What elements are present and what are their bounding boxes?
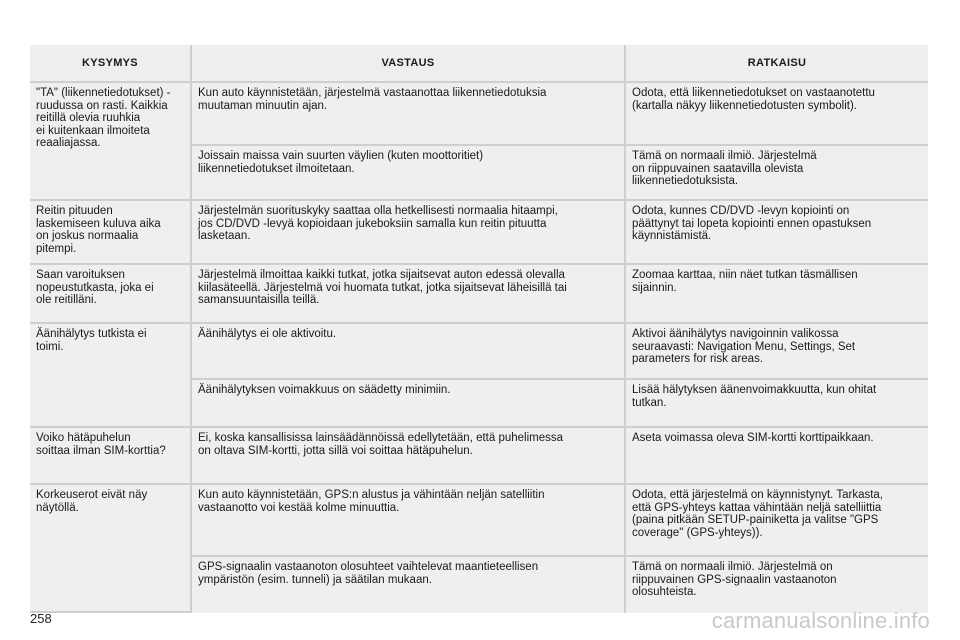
solution-cell: [626, 485, 928, 557]
header-solution: RATKAISU: [626, 45, 928, 83]
table-row: [30, 265, 928, 324]
page-number: 258: [30, 611, 52, 626]
answer-cell: [192, 83, 626, 146]
answer-cell: [192, 324, 626, 380]
question-cell: [30, 83, 192, 201]
answer-text: Joissain maissa vain suurten väylien (kuten moottoritiet) liikennetiedotukset ilmoitetaan.: [198, 150, 484, 175]
answer-text: Järjestelmä ilmoittaa kaikki tutkat, jotka sijaitsevat auton edessä olevalla kiilasäteellä. Järjestelmä voi huomata tutkat, jotka sijaitsevat läheisillä tai samansuuntaisilla teillä.: [198, 269, 567, 306]
header-question: KYSYMYS: [30, 45, 192, 83]
table-row: [30, 485, 928, 557]
faq-table: [30, 45, 928, 613]
answer-cell: [192, 201, 626, 265]
question-cell: [30, 265, 192, 324]
table-row: [30, 324, 928, 380]
answer-text: Äänihälytys ei ole aktivoitu.: [198, 328, 337, 340]
header-answer: VASTAUS: [192, 45, 626, 83]
solution-text: Tämä on normaali ilmiö. Järjestelmä on riippuvainen saatavilla olevista liikennetiedotuksista.: [632, 150, 817, 187]
question-text: Korkeuserot eivät näy näytöllä.: [36, 489, 148, 514]
solution-cell: [626, 428, 928, 485]
question-text: Voiko hätäpuhelun soittaa ilman SIM-korttia?: [36, 432, 166, 457]
answer-cell: [192, 485, 626, 557]
solution-cell: [626, 324, 928, 380]
solution-text: Aktivoi äänihälytys navigoinnin valikossa seuraavasti: Navigation Menu, Settings, Set parameters for risk areas.: [632, 328, 856, 365]
question-text: Reitin pituuden laskemiseen kuluva aika on joskus normaalia pitempi.: [36, 205, 161, 255]
question-cell: [30, 428, 192, 485]
answer-cell: [192, 265, 626, 324]
answer-text: Ei, koska kansallisissa lainsäädännöissä edellytetään, että puhelimessa on oltava SIM-kortti, jotta sillä voi soittaa hätäpuhelun.: [198, 432, 564, 457]
solution-text: Odota, että liikennetiedotukset on vastaanotettu (kartalla näkyy liikennetiedotusten symbolit).: [632, 87, 875, 112]
solution-cell: [626, 146, 928, 201]
answer-cell: [192, 380, 626, 428]
question-text: Äänihälytys tutkista ei toimi.: [36, 328, 147, 353]
question-text: Saan varoituksen nopeustutkasta, joka ei ole reitilläni.: [36, 269, 154, 306]
answer-text: Kun auto käynnistetään, GPS:n alustus ja vähintään neljän satelliitin vastaanotto voi kestää kolme minuuttia.: [198, 489, 545, 514]
table-row: [30, 201, 928, 265]
answer-cell: [192, 146, 626, 201]
solution-cell: [626, 201, 928, 265]
solution-text: Odota, että järjestelmä on käynnistynyt. Tarkasta, että GPS-yhteys kattaa vähintään neljä satelliittia (paina pitkään SETUP-painiketta ja valitse "GPS coverage" (GPS-yhteys)).: [632, 489, 883, 539]
solution-text: Tämä on normaali ilmiö. Järjestelmä on riippuvainen GPS-signaalin vastaanoton olosuhteista.: [632, 561, 837, 598]
solution-cell: [626, 380, 928, 428]
solution-text: Lisää hälytyksen äänenvoimakkuutta, kun ohitat tutkan.: [632, 384, 877, 409]
table-row: [30, 428, 928, 485]
solution-text: Odota, kunnes CD/DVD -levyn kopiointi on päättynyt tai lopeta kopiointi ennen opastuksen käynnistämistä.: [632, 205, 872, 242]
answer-text: GPS-signaalin vastaanoton olosuhteet vaihtelevat maantieteellisen ympäristön (esim. tunneli) ja säätilan mukaan.: [198, 561, 539, 586]
answer-cell: [192, 557, 626, 613]
solution-text: Zoomaa karttaa, niin näet tutkan täsmällisen sijainnin.: [632, 269, 858, 294]
answer-text: Järjestelmän suorituskyky saattaa olla hetkellisesti normaalia hitaampi, jos CD/DVD -levyä kopioidaan jukeboksiin samalla kun reitin pituutta lasketaan.: [198, 205, 558, 242]
table-row: [30, 83, 928, 146]
question-cell: [30, 324, 192, 428]
solution-cell: [626, 265, 928, 324]
watermark-text: carmanualsonline.info: [711, 608, 930, 633]
solution-cell: [626, 83, 928, 146]
question-text: "TA" (liikennetiedotukset) - ruudussa on rasti. Kaikkia reitillä olevia ruuhkia ei kuitenkaan ilmoiteta reaaliajassa.: [36, 87, 171, 149]
solution-cell: [626, 557, 928, 613]
question-cell: [30, 201, 192, 265]
header-row: [30, 45, 928, 83]
question-cell: [30, 485, 192, 613]
answer-cell: [192, 428, 626, 485]
answer-text: Äänihälytyksen voimakkuus on säädetty minimiin.: [198, 384, 451, 396]
solution-text: Aseta voimassa oleva SIM-kortti korttipaikkaan.: [632, 432, 874, 444]
answer-text: Kun auto käynnistetään, järjestelmä vastaanottaa liikennetiedotuksia muutaman minuutin ajan.: [198, 87, 547, 112]
